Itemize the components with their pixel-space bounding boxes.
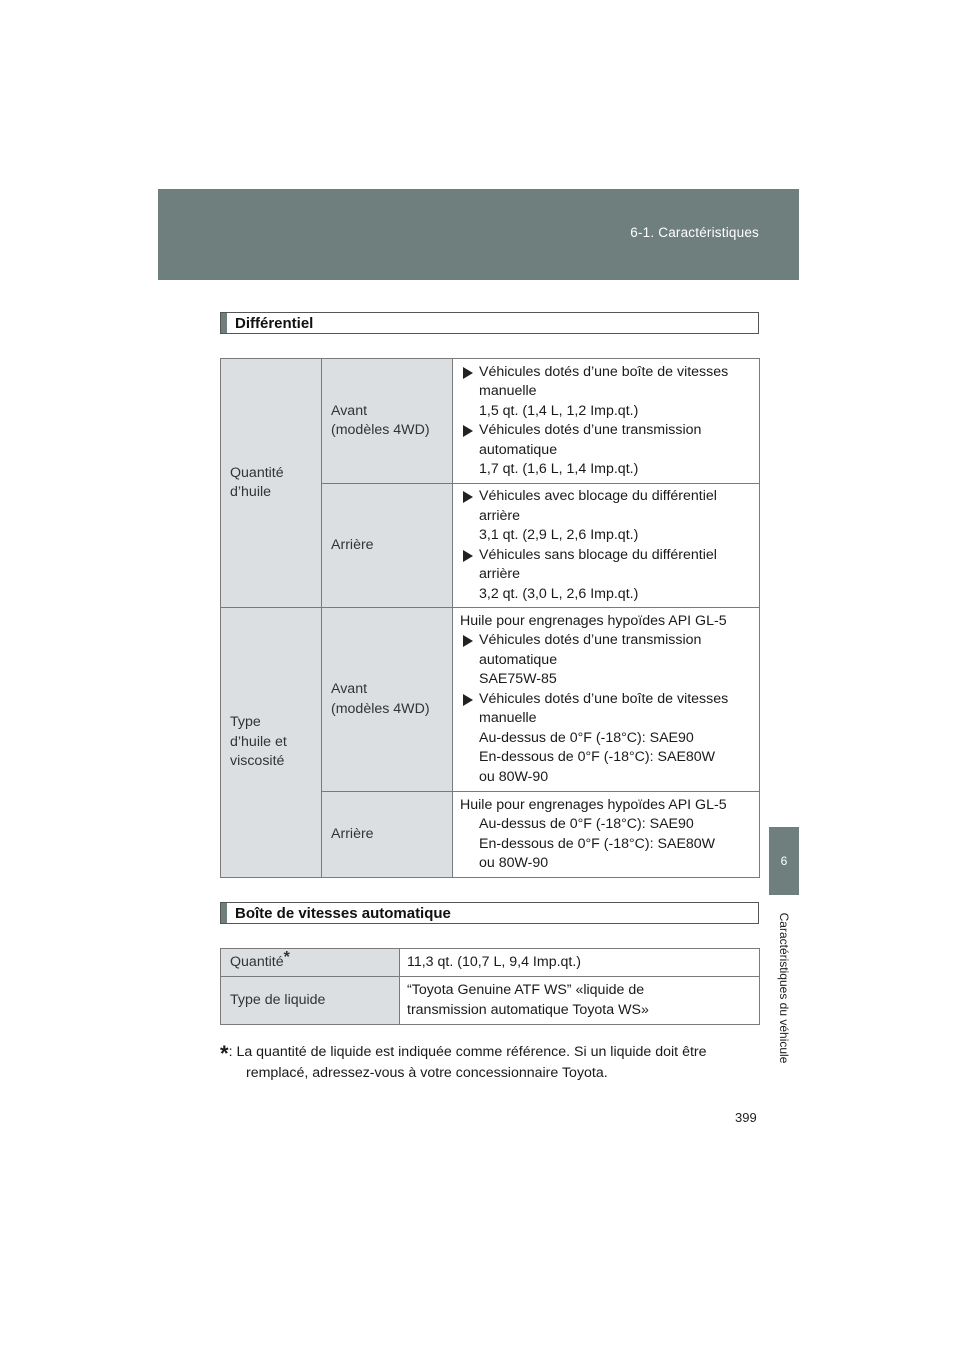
triangle-bullet-icon [463, 694, 473, 706]
qty-rear-cell: Véhicules avec blocage du différentiel arrière 3,1 qt. (2,9 L, 2,6 Imp.qt.) Véhicules sans blocage du différentiel arrière 3,2 qt. (3,0 L, 2,6 Imp.qt.) [453, 484, 760, 608]
automatic-heading-text: Boîte de vitesses automatique [235, 904, 451, 922]
list-item: Véhicules avec blocage du différentiel arrière [460, 487, 753, 526]
fluid-value-cell: “Toyota Genuine ATF WS” «liquide de transmission automatique Toyota WS» [400, 977, 760, 1025]
rear-label: Arrière [322, 792, 453, 878]
triangle-bullet-icon [463, 367, 473, 379]
fluid-label-cell: Type de liquide [221, 977, 400, 1025]
list-item: Véhicules sans blocage du différentiel arrière [460, 546, 753, 585]
differential-table [220, 358, 760, 878]
page-number: 399 [735, 1110, 757, 1125]
triangle-bullet-icon [463, 635, 473, 647]
header-band [158, 189, 799, 280]
list-item: Véhicules dotés d’une transmission automatique [460, 631, 753, 670]
qty-front-cell: Véhicules dotés d’une boîte de vitesses manuelle 1,5 qt. (1,4 L, 1,2 Imp.qt.) Véhicules dotés d’une transmission automatique 1,7 qt. (1,6 L, 1,4 Imp.qt.) [453, 359, 760, 484]
rear-label: Arrière [322, 484, 453, 608]
list-item: Véhicules dotés d’une transmission automatique [460, 421, 753, 460]
automatic-table [220, 948, 760, 1025]
triangle-bullet-icon [463, 491, 473, 503]
list-item: Véhicules dotés d’une boîte de vitesses manuelle [460, 690, 753, 729]
chapter-tab: 6 [769, 827, 799, 895]
heading-bar [221, 313, 227, 333]
front-label: Avant (modèles 4WD) [322, 359, 453, 484]
section-title: 6-1. Caractéristiques [630, 225, 759, 240]
oil-quantity-label: Quantité d’huile [221, 359, 322, 608]
heading-bar [221, 903, 227, 923]
triangle-bullet-icon [463, 550, 473, 562]
qty-value-cell: 11,3 qt. (10,7 L, 9,4 Imp.qt.) [400, 949, 760, 977]
differential-heading [220, 312, 759, 334]
chapter-label: Caractéristiques du véhicule [777, 912, 791, 1064]
footnote-text: : La quantité de liquide est indiquée comme référence. Si un liquide doit être remplacé, adressez-vous à votre concessionnaire Toyota. [228, 1044, 707, 1081]
type-rear-cell: Huile pour engrenages hypoïdes API GL-5 Au-dessus de 0°F (-18°C): SAE90 En-dessous de 0°F (-18°C): SAE80W ou 80W-90 [453, 792, 760, 878]
asterisk-mark: * [283, 948, 290, 966]
type-front-cell: Huile pour engrenages hypoïdes API GL-5 Véhicules dotés d’une transmission automatique SAE75W-85 Véhicules dotés d’une boîte de vitesses manuelle Au-dessus de 0°F (-18°C): SAE90 En-dessous de 0°F (-18°C): SAE80W ou 80W-90 [453, 608, 760, 792]
oil-type-label: Type d’huile et viscosité [221, 608, 322, 878]
footnote [220, 1043, 760, 1083]
qty-label-cell: Quantité* [221, 949, 400, 977]
automatic-heading [220, 902, 759, 924]
front-label: Avant (modèles 4WD) [322, 608, 453, 792]
list-item: Véhicules dotés d’une boîte de vitesses manuelle [460, 363, 753, 402]
footnote-asterisk: * [220, 1041, 229, 1066]
triangle-bullet-icon [463, 425, 473, 437]
differential-heading-text: Différentiel [235, 314, 314, 332]
